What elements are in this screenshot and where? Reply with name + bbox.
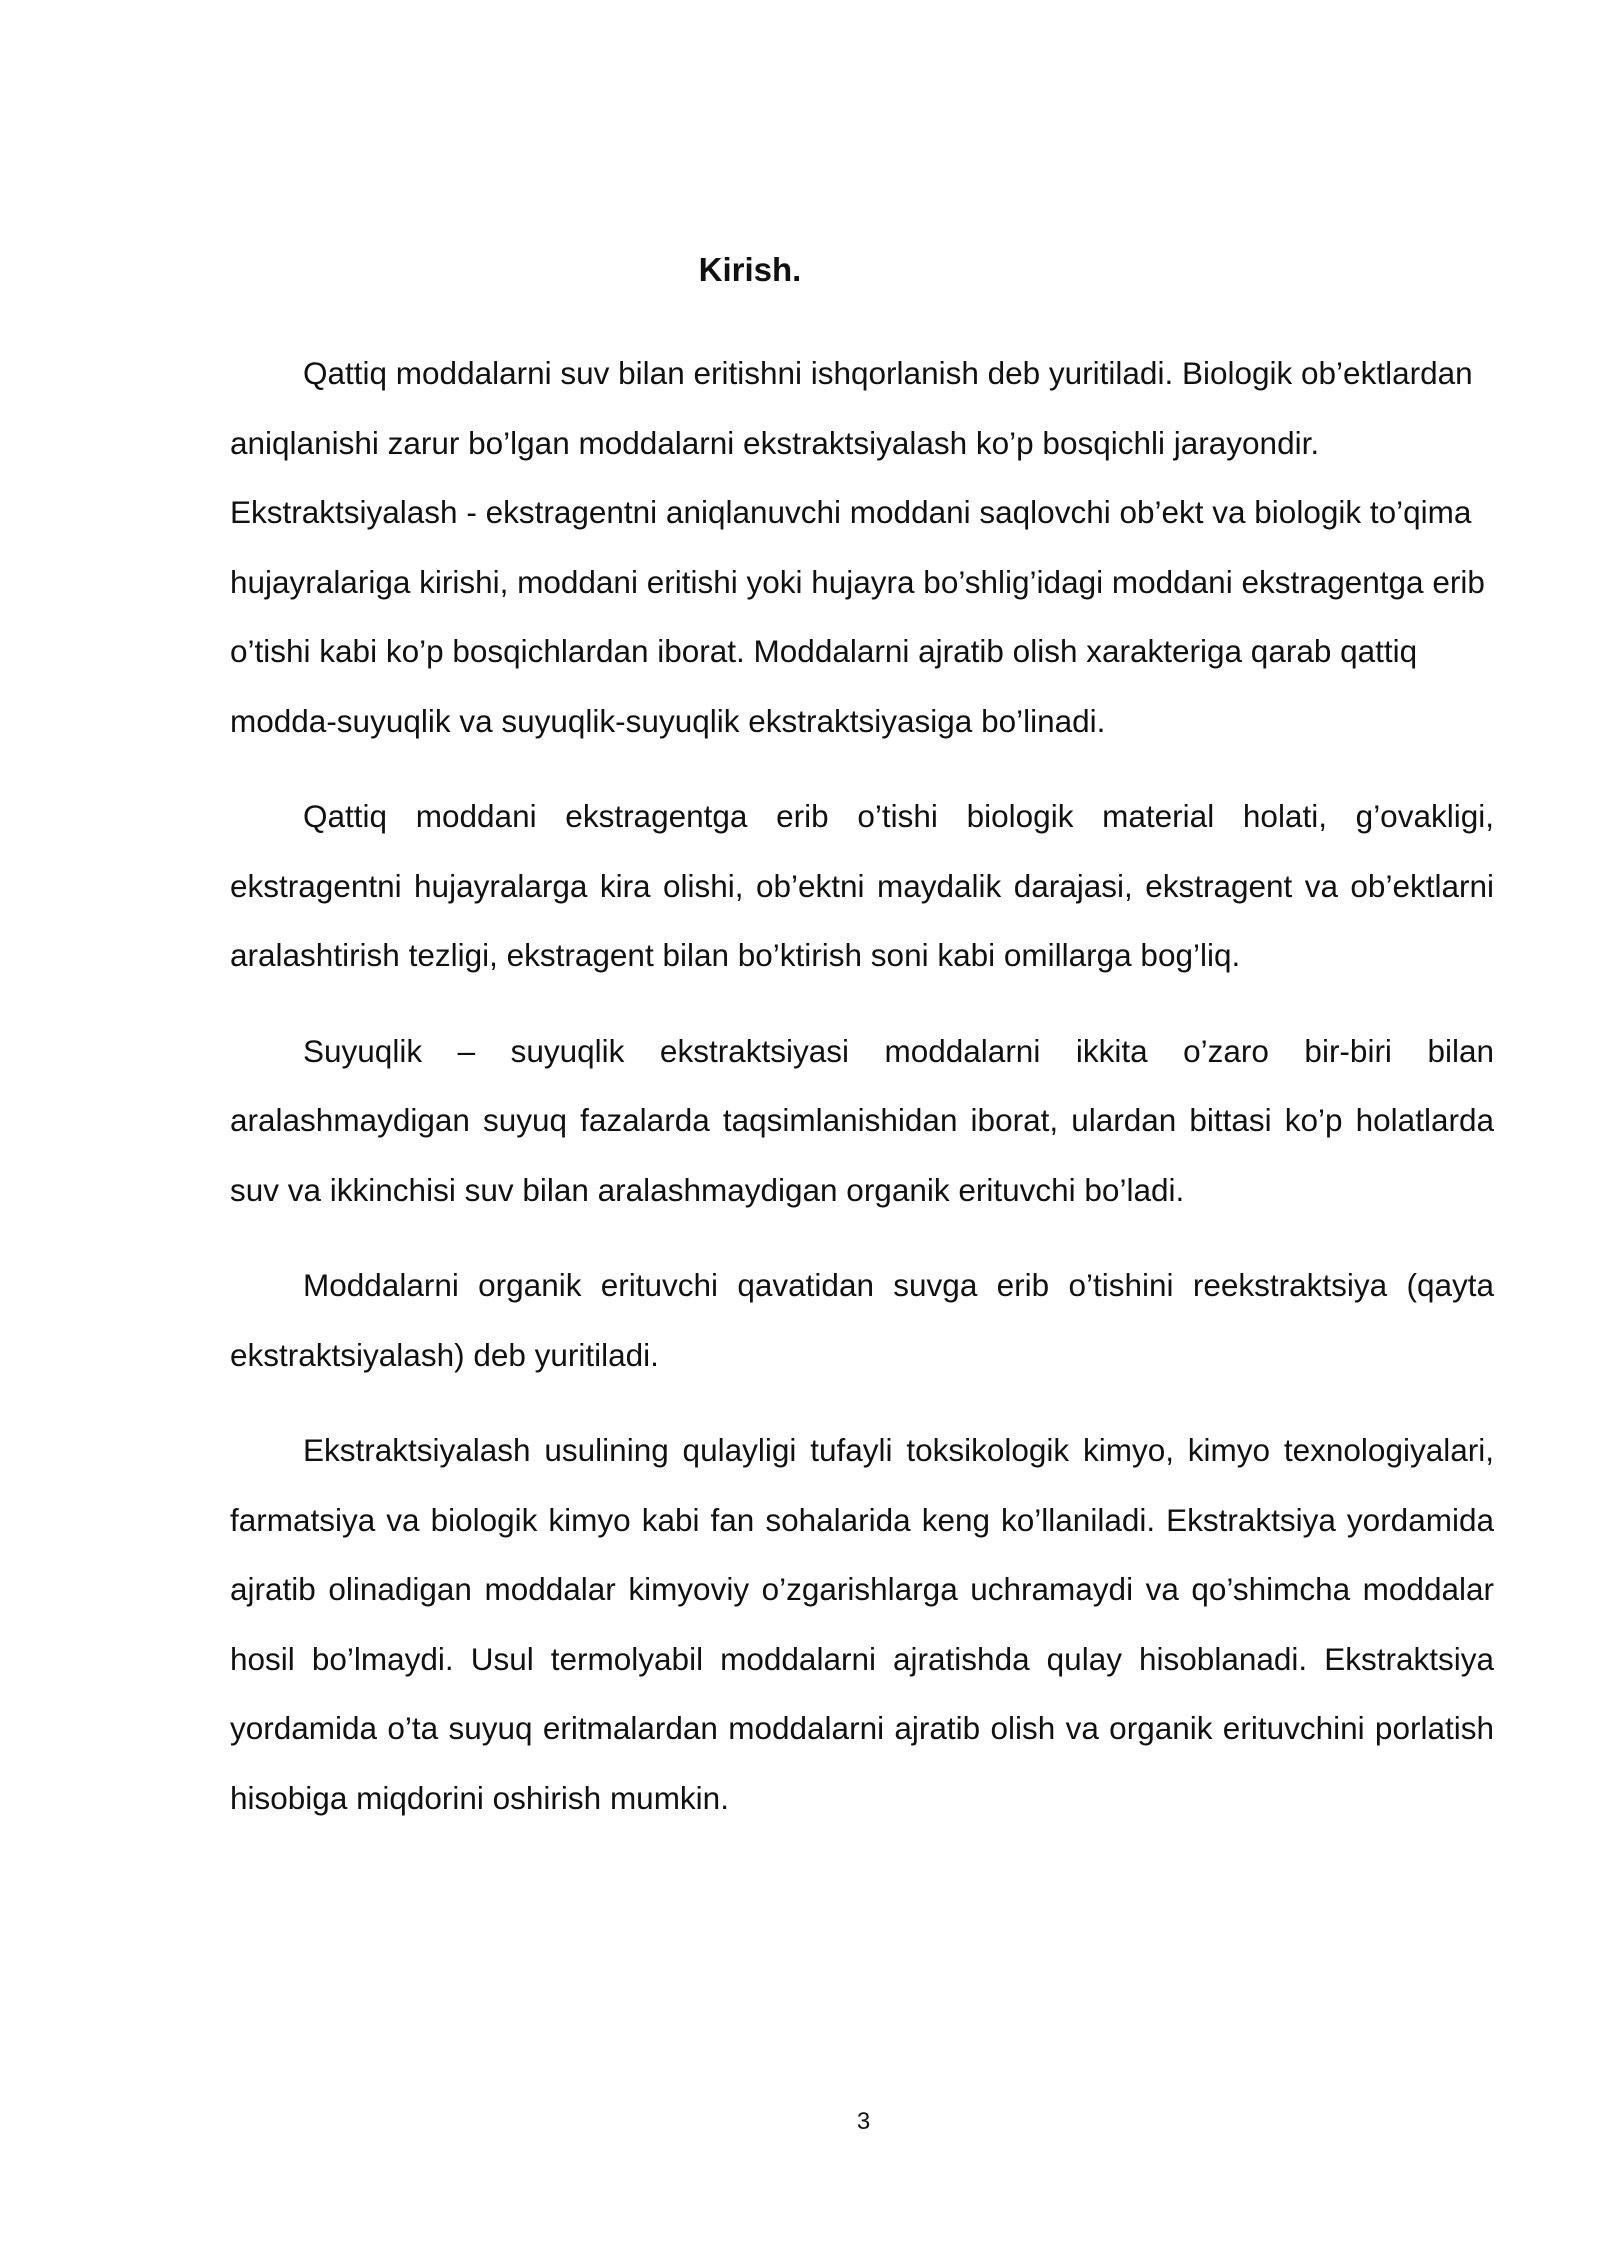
- page-number: 3: [856, 2108, 871, 2135]
- document-body: [230, 339, 1494, 1859]
- paragraph-4: Moddalarni organik erituvchi qavatidan suvga erib o’tishini reekstraktsiya (qayta ekstraktsiyalash) deb yuritiladi.: [230, 1267, 1494, 1373]
- paragraph-3: Suyuqlik – suyuqlik ekstraktsiyasi moddalarni ikkita o’zaro bir-biri bilan aralashmaydigan suyuq fazalarda taqsimlanishidan iborat, ulardan bittasi ko’p holatlarda suv va ikkinchisi suv bilan aralashmaydigan organik erituvchi bo’ladi.: [230, 1032, 1494, 1208]
- paragraph-5: Ekstraktsiyalash usulining qulayligi tufayli toksikologik kimyo, kimyo texnologiyalari, farmatsiya va biologik kimyo kabi fan sohalarida keng ko’llaniladi. Ekstraktsiya yordamida ajratib olinadigan moddalar kimyoviy o’zgarishlarga uchramaydi va qo’shimcha moddalar hosil bo’lmaydi. Usul termolyabil moddalarni ajratishda qulay hisoblanadi. Ekstraktsiya yordamida o’ta suyuq eritmalardan moddalarni ajratib olish va organik erituvchini porlatish hisobiga miqdorini oshirish mumkin.: [230, 1432, 1494, 1816]
- paragraph-1: Qattiq moddalarni suv bilan eritishni ishqorlanish deb yuritiladi. Biologik ob’ektlardan aniqlanishi zarur bo’lgan moddalarni ekstraktsiyalash ko’p bosqichli jarayondir. Ekstraktsiyalash - ekstragentni aniqlanuvchi moddani saqlovchi ob’ekt va biologik to’qima hujayralariga kirishi, moddani eritishi yoki hujayra bo’shlig’idagi moddani ekstragentga erib o’tishi kabi ko’p bosqichlardan iborat. Moddalarni ajratib olish xarakteriga qarab qattiq modda-suyuqlik va suyuqlik-suyuqlik ekstraktsiyasiga bo’linadi.: [230, 355, 1485, 739]
- paragraph-2: Qattiq moddani ekstragentga erib o’tishi biologik material holati, g’ovakligi, ekstragentni hujayralarga kira olishi, ob’ektni maydalik darajasi, ekstragent va ob’ektlarni aralashtirish tezligi, ekstragent bilan bo’ktirish soni kabi omillarga bog’liq.: [230, 798, 1494, 973]
- document-title: Kirish.: [698, 251, 802, 288]
